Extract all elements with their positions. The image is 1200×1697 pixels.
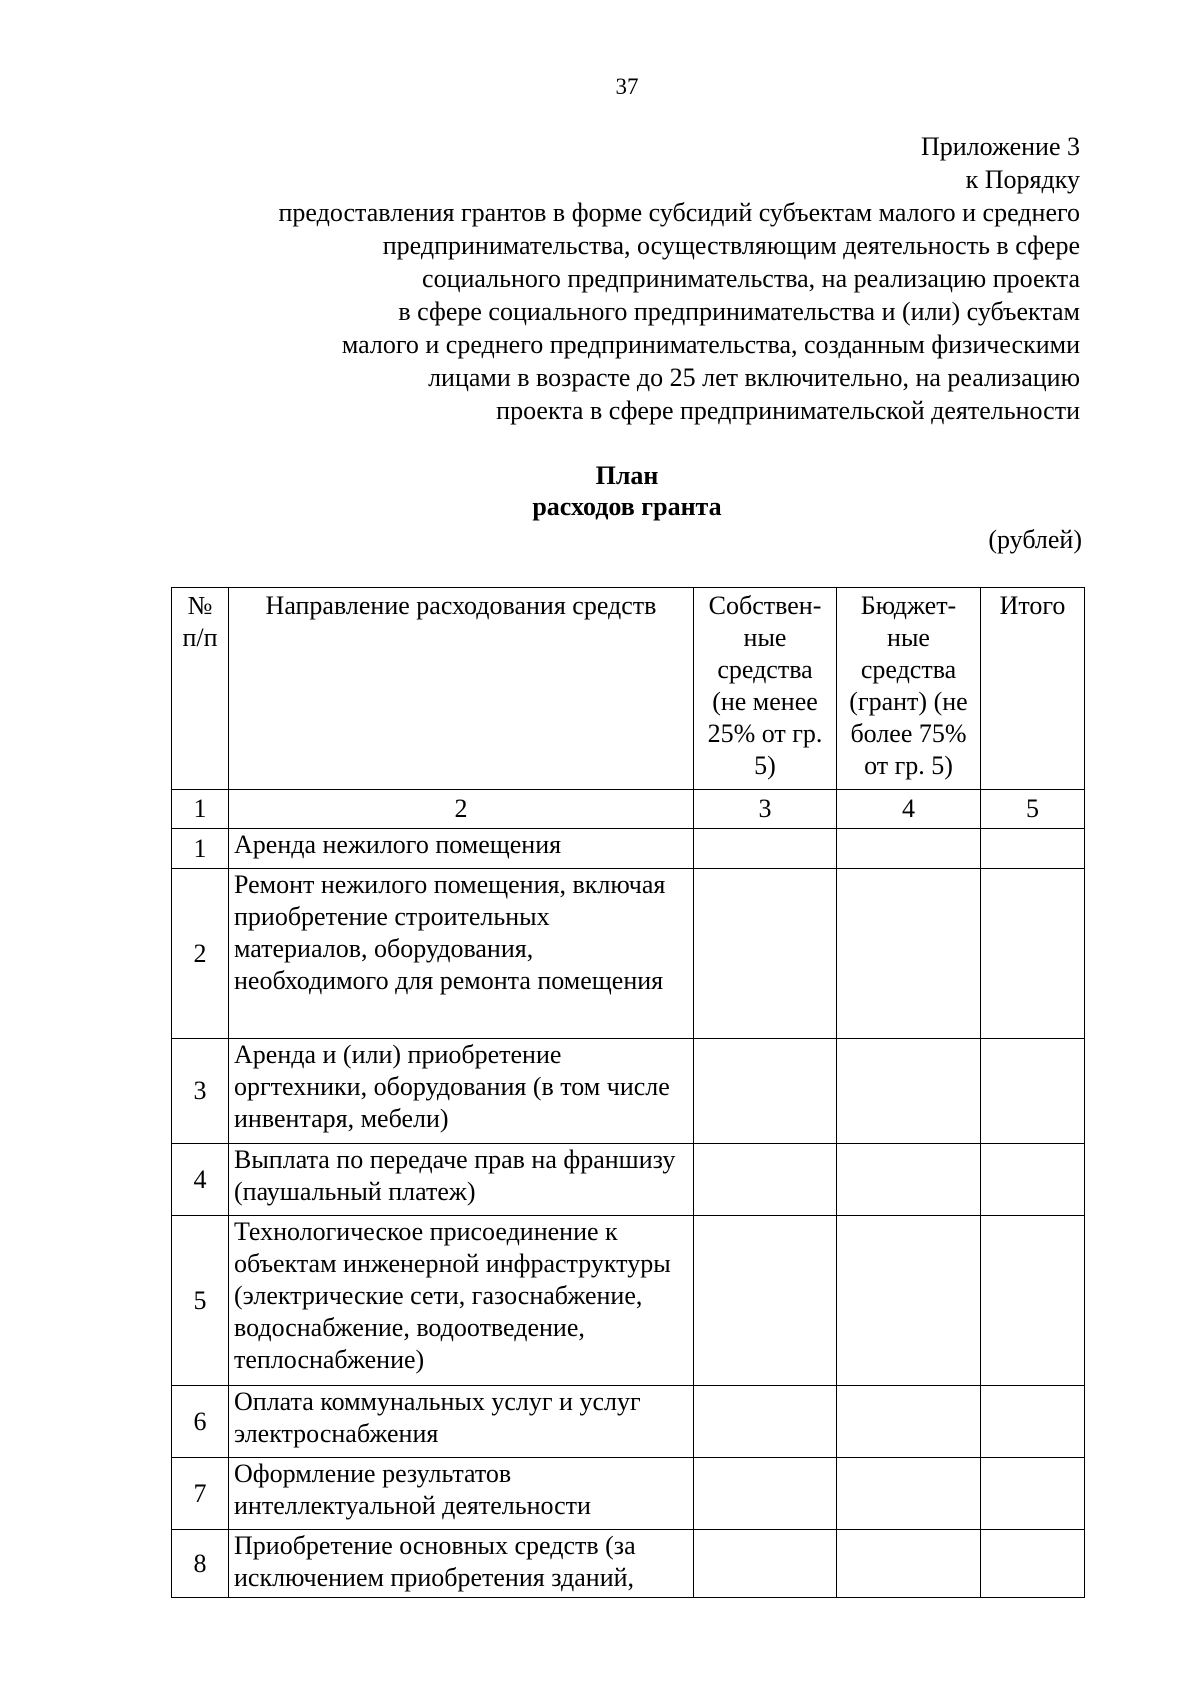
column-index-row: [172, 790, 1085, 829]
cell-total: [981, 1530, 1085, 1598]
row-number: 7: [172, 1458, 229, 1530]
cell-budget-funds: [837, 1216, 981, 1386]
header-direction: Направление расходования средств: [229, 588, 694, 790]
cell-budget-funds: [837, 1039, 981, 1144]
row-direction: Ремонт нежилого помещения, включая приобретение строительных материалов, оборудования, необходимого для ремонта помещения: [229, 869, 694, 1039]
document-subtitle: расходов гранта: [532, 492, 722, 521]
cell-total: [981, 1144, 1085, 1216]
annex-header: [130, 130, 1080, 427]
cell-total: [981, 869, 1085, 1039]
expense-plan-table: [171, 587, 1085, 1598]
annex-line: проекта в сфере предпринимательской деятельности: [496, 396, 1080, 425]
row-number: 8: [172, 1530, 229, 1598]
row-direction: Технологическое присоединение к объектам инженерной инфраструктуры (электрические сети, газоснабжение, водоснабжение, водоотведение, теплоснабжение): [229, 1216, 694, 1386]
cell-budget-funds: [837, 1386, 981, 1458]
annex-line: социального предпринимательства, на реализацию проекта: [422, 264, 1080, 293]
annex-line: в сфере социального предпринимательства и (или) субъектам: [398, 297, 1080, 326]
column-index: 3: [694, 790, 837, 829]
row-number: 6: [172, 1386, 229, 1458]
table-row: [172, 1530, 1085, 1598]
cell-total: [981, 1458, 1085, 1530]
row-number: 3: [172, 1039, 229, 1144]
header-budget-funds: Бюджет-ные средства (грант) (не более 75% от гр. 5): [837, 588, 981, 790]
cell-own-funds: [694, 1458, 837, 1530]
column-index: 2: [229, 790, 694, 829]
table-row: [172, 869, 1085, 1039]
annex-line: к Порядку: [965, 165, 1080, 194]
cell-total: [981, 1386, 1085, 1458]
header-own-funds: Собствен-ные средства (не менее 25% от гр. 5): [694, 588, 837, 790]
table-row: [172, 1216, 1085, 1386]
annex-line: лицами в возрасте до 25 лет включительно, на реализацию: [428, 363, 1080, 392]
currency-unit: (рублей): [988, 525, 1082, 554]
table-row: [172, 1039, 1085, 1144]
column-index: 1: [172, 790, 229, 829]
annex-line: предпринимательства, осуществляющим деятельность в сфере: [382, 231, 1080, 260]
table-row: [172, 1386, 1085, 1458]
cell-own-funds: [694, 1144, 837, 1216]
cell-total: [981, 829, 1085, 869]
cell-budget-funds: [837, 1458, 981, 1530]
annex-line: малого и среднего предпринимательства, созданным физическими: [341, 330, 1080, 359]
cell-budget-funds: [837, 1530, 981, 1598]
row-direction: Выплата по передаче прав на франшизу (паушальный платеж): [229, 1144, 694, 1216]
cell-own-funds: [694, 1039, 837, 1144]
cell-own-funds: [694, 1216, 837, 1386]
document-title: План: [595, 461, 659, 490]
cell-budget-funds: [837, 1144, 981, 1216]
cell-own-funds: [694, 829, 837, 869]
table-row: [172, 1458, 1085, 1530]
cell-own-funds: [694, 1386, 837, 1458]
row-number: 5: [172, 1216, 229, 1386]
row-direction: Оформление результатов интеллектуальной деятельности: [229, 1458, 694, 1530]
row-direction: Приобретение основных средств (за исключением приобретения зданий,: [229, 1530, 694, 1598]
cell-total: [981, 1216, 1085, 1386]
row-number: 2: [172, 869, 229, 1039]
cell-total: [981, 1039, 1085, 1144]
annex-line: Приложение 3: [920, 132, 1080, 161]
annex-line: предоставления грантов в форме субсидий субъектам малого и среднего: [278, 198, 1080, 227]
table-row: [172, 1144, 1085, 1216]
header-num: № п/п: [172, 588, 229, 790]
header-total: Итого: [981, 588, 1085, 790]
row-direction: Аренда нежилого помещения: [229, 829, 694, 869]
cell-budget-funds: [837, 869, 981, 1039]
row-number: 4: [172, 1144, 229, 1216]
row-number: 1: [172, 829, 229, 869]
cell-own-funds: [694, 869, 837, 1039]
row-direction: Аренда и (или) приобретение оргтехники, оборудования (в том числе инвентаря, мебели): [229, 1039, 694, 1144]
page-number: 37: [615, 74, 639, 99]
table-row: [172, 829, 1085, 869]
cell-own-funds: [694, 1530, 837, 1598]
cell-budget-funds: [837, 829, 981, 869]
column-index: 4: [837, 790, 981, 829]
row-direction: Оплата коммунальных услуг и услуг электроснабжения: [229, 1386, 694, 1458]
column-index: 5: [981, 790, 1085, 829]
table-header-row: [172, 588, 1085, 790]
